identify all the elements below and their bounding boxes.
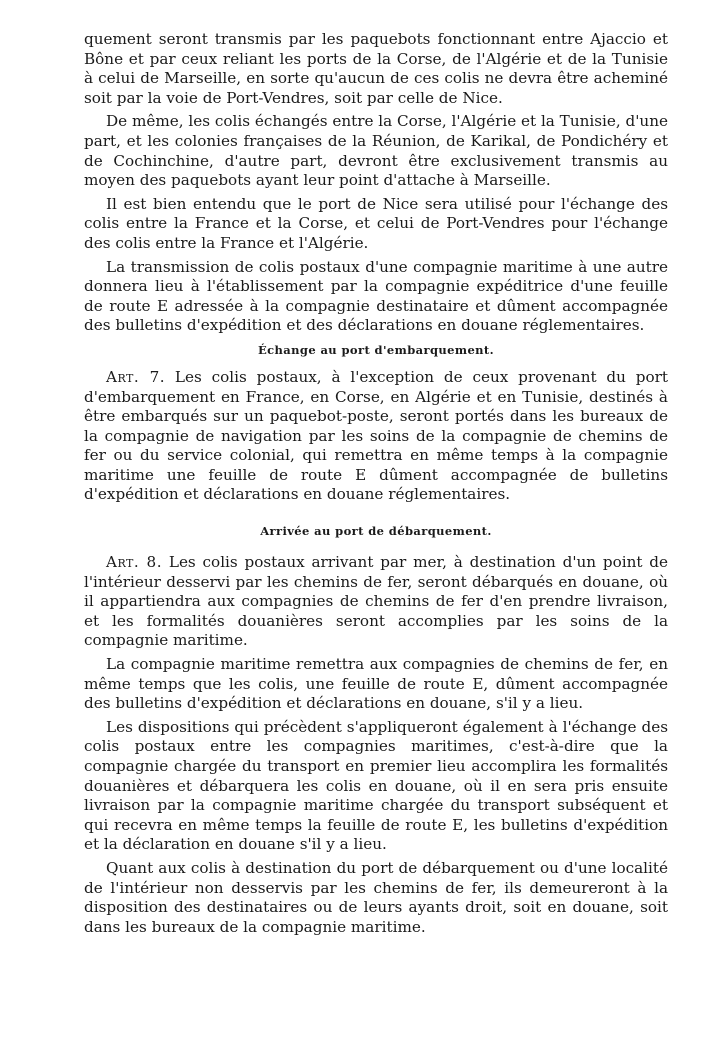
paragraph-transmission: La transmission de colis postaux d'une compagnie maritime à une autre donnera lieu à l'établissement par la compagnie expéditrice d'une feuille de route E adressée à la compagnie destinataire et dûment accompagnée des bulletins d'expédition et des déclarations en douane réglementaires.	[84, 257, 668, 335]
article-8-label: Art. 8.	[106, 553, 163, 572]
section-heading-embarquement: Échange au port d'embarquement.	[257, 342, 495, 357]
article-8-text: Les colis postaux arrivant par mer, à destination d'un point de l'intérieur desservi par les chemins de fer, seront débarqués en douane, où il appartiendra aux compagnies de chemins de fer d'en prendre livraison, et les formalités douanières seront accomplies par les soins de la compagnie maritime.	[84, 553, 669, 650]
paragraph-dispositions: Les dispositions qui précèdent s'appliqueront également à l'échange des colis postaux entre les compagnies maritimes, c'est-à-dire que la compagnie chargée du transport en premier lieu accomplira les formalités douanières et débarquera les colis en douane, où il en sera pris ensuite livraison par la compagnie maritime chargée du transport subséquent et qui recevra en même temps la feuille de route E, les bulletins d'expédition et la déclaration en douane s'il y a lieu.	[84, 717, 668, 854]
document-page	[84, 30, 668, 941]
article-8	[84, 553, 668, 651]
section-heading-debarquement: Arrivée au port de débarquement.	[260, 524, 492, 539]
paragraph-remise: La compagnie maritime remettra aux compagnies de chemins de fer, en même temps que les colis, une feuille de route E, dûment accompagnée des bulletins d'expédition et déclarations en douane, s'il y a lieu.	[84, 655, 668, 713]
paragraph-colonies: De même, les colis échangés entre la Corse, l'Algérie et la Tunisie, d'une part, et les colonies françaises de la Réunion, de Karikal, de Pondichéry et de Cochinchine, d'autre part, devront être exclusivement transmis au moyen des paquebots ayant leur point d'attache à Marseille.	[84, 112, 668, 190]
paragraph-destination: Quant aux colis à destination du port de débarquement ou d'une localité de l'intérieur non desservis par les chemins de fer, ils demeureront à la disposition des destinataires ou de leurs ayants droit, soit en douane, soit dans les bureaux de la compagnie maritime.	[84, 858, 668, 936]
article-7-text: Les colis postaux, à l'exception de ceux provenant du port d'embarquement en France, en Corse, en Algérie et en Tunisie, destinés à être embarqués sur un paquebot-poste, seront portés dans les bureaux de la compagnie de navigation par les soins de la compagnie de chemins de fer ou du service colonial, qui remettra en même temps à la compagnie maritime une feuille de route E dûment accompagnée de bulletins d'expédition et déclarations en douane réglementaires.	[84, 367, 669, 504]
paragraph-continuation: quement seront transmis par les paquebots fonctionnant entre Ajaccio et Bône et par ceux reliant les ports de la Corse, de l'Algérie et de la Tunisie à celui de Marseille, en sorte qu'aucun de ces colis ne devra être acheminé soit par la voie de Port-Vendres, soit par celle de Nice.	[84, 30, 668, 107]
paragraph-ports: Il est bien entendu que le port de Nice sera utilisé pour l'échange des colis entre la France et la Corse, et celui de Port-Vendres pour l'échange des colis entre la France et l'Algérie.	[84, 194, 668, 252]
article-7	[84, 368, 668, 505]
article-7-label: Art. 7.	[106, 367, 166, 386]
